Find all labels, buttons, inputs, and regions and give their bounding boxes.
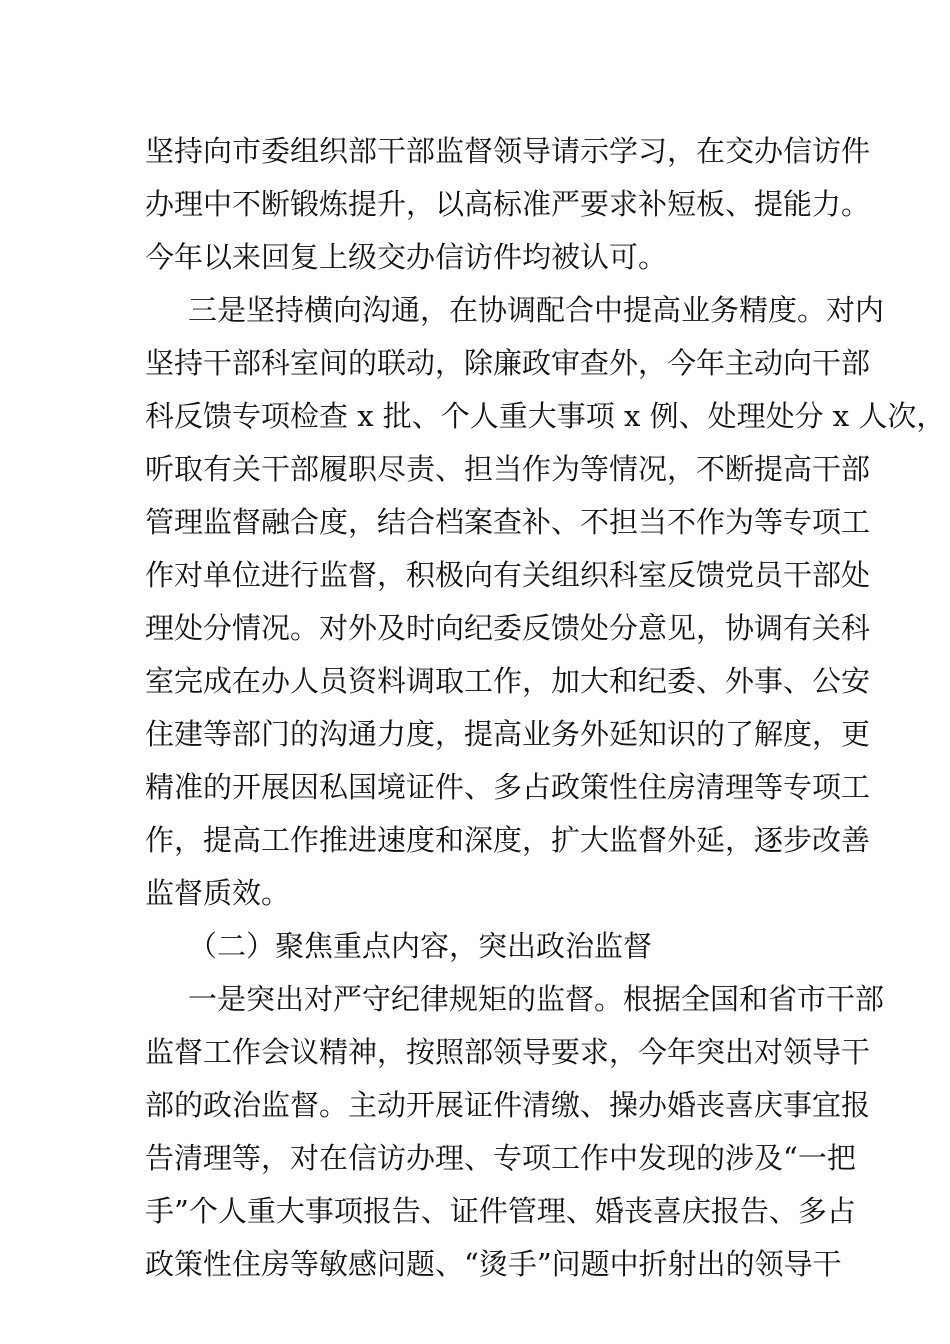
- text-line: 室完成在办人员资料调取工作，加大和纪委、外事、公安: [145, 664, 871, 698]
- text-line: 住建等部门的沟通力度，提高业务外延知识的了解度，更: [145, 717, 871, 751]
- text-line: 今年以来回复上级交办信访件均被认可。: [145, 240, 668, 274]
- text-line: 手”个人重大事项报告、证件管理、婚丧喜庆报告、多占: [145, 1194, 856, 1228]
- text-line: 坚持干部科室间的联动，除廉政审查外，今年主动向干部: [145, 346, 871, 380]
- text-line: 政策性住房等敏感问题、“烫手”问题中折射出的领导干: [145, 1247, 842, 1281]
- text-line: 监督工作会议精神，按照部领导要求，今年突出对领导干: [145, 1035, 871, 1069]
- text-line: 科反馈专项检查 x 批、个人重大事项 x 例、处理处分 x 人次，: [145, 399, 946, 433]
- text-line: 精准的开展因私国境证件、多占政策性住房清理等专项工: [145, 770, 871, 804]
- section-heading: （二）聚焦重点内容，突出政治监督: [188, 929, 653, 963]
- text-line: 作对单位进行监督，积极向有关组织科室反馈党员干部处: [145, 558, 871, 592]
- text-line: 坚持向市委组织部干部监督领导请示学习，在交办信访件: [145, 134, 871, 168]
- text-line: 听取有关干部履职尽责、担当作为等情况，不断提高干部: [145, 452, 871, 486]
- text-line: 理处分情况。对外及时向纪委反馈处分意见，协调有关科: [145, 611, 871, 645]
- text-line: 作，提高工作推进速度和深度，扩大监督外延，逐步改善: [145, 823, 871, 857]
- paragraph-start-line: 三是坚持横向沟通，在协调配合中提高业务精度。对内: [188, 293, 885, 327]
- paragraph-start-line: 一是突出对严守纪律规矩的监督。根据全国和省市干部: [188, 982, 885, 1016]
- text-line: 监督质效。: [145, 876, 291, 910]
- text-line: 管理监督融合度，结合档案查补、不担当不作为等专项工: [145, 505, 871, 539]
- text-line: 办理中不断锻炼提升，以高标准严要求补短板、提能力。: [145, 187, 871, 221]
- text-line: 告清理等，对在信访办理、专项工作中发现的涉及“一把: [145, 1141, 856, 1175]
- text-line: 部的政治监督。主动开展证件清缴、操办婚丧喜庆事宜报: [145, 1088, 871, 1122]
